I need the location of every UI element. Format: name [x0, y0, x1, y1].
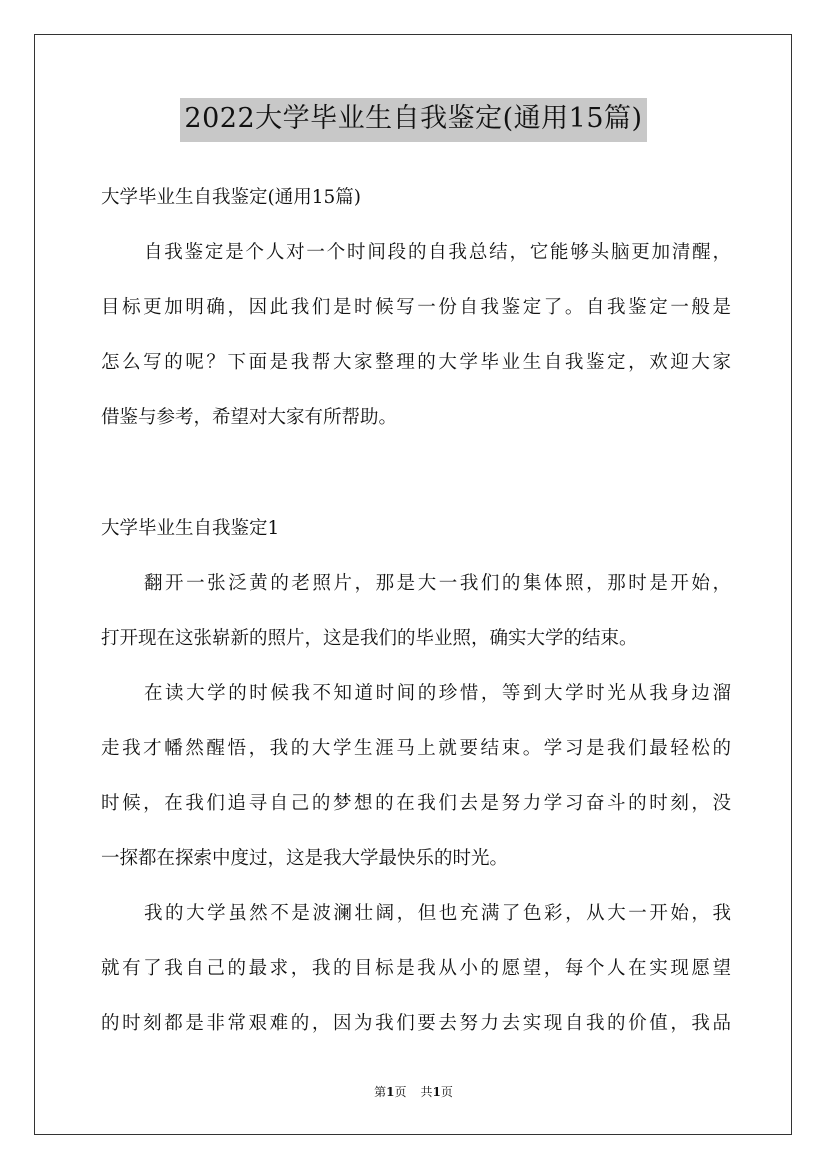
- document-subtitle: 大学毕业生自我鉴定(通用15篇): [101, 187, 361, 208]
- section-heading: 大学毕业生自我鉴定1: [101, 518, 280, 539]
- paragraph-line: 翻开一张泛黄的老照片，那是大一我们的集体照，那时是开始，: [144, 573, 731, 594]
- paragraph-line: 的时刻都是非常艰难的，因为我们要去努力去实现自我的价值，我品: [101, 1013, 731, 1034]
- page-number-current: 1: [386, 1085, 395, 1099]
- paragraph-line: 走我才幡然醒悟，我的大学生涯马上就要结束。学习是我们最轻松的: [101, 738, 731, 759]
- document-title: 2022大学毕业生自我鉴定(通用15篇): [180, 98, 646, 142]
- page-footer: [0, 1083, 827, 1100]
- page-number-suffix: 页: [394, 1085, 407, 1099]
- title-container: [0, 98, 827, 142]
- document-body: [101, 170, 731, 1051]
- intro-line: 怎么写的呢？下面是我帮大家整理的大学毕业生自我鉴定，欢迎大家: [101, 352, 731, 373]
- paragraph-line: 一探都在探索中度过，这是我大学最快乐的时光。: [101, 848, 509, 869]
- paragraph-spacer: [101, 445, 731, 501]
- page-total-count: 1: [432, 1085, 441, 1099]
- paragraph-line: 在读大学的时候我不知道时间的珍惜，等到大学时光从我身边溜: [144, 683, 731, 704]
- paragraph-line: 就有了我自己的最求，我的目标是我从小的愿望，每个人在实现愿望: [101, 958, 731, 979]
- page-number-prefix: 第: [374, 1085, 387, 1099]
- page-total-prefix: 共: [420, 1085, 433, 1099]
- paragraph-line: 打开现在这张崭新的照片，这是我们的毕业照，确实大学的结束。: [101, 628, 638, 649]
- intro-line: 目标更加明确，因此我们是时候写一份自我鉴定了。自我鉴定一般是: [101, 297, 731, 318]
- intro-line: 借鉴与参考，希望对大家有所帮助。: [101, 407, 398, 428]
- page-total-suffix: 页: [440, 1085, 453, 1099]
- intro-line: 自我鉴定是个人对一个时间段的自我总结，它能够头脑更加清醒，: [144, 242, 731, 263]
- paragraph-line: 时候，在我们追寻自己的梦想的在我们去是努力学习奋斗的时刻，没: [101, 793, 731, 814]
- paragraph-line: 我的大学虽然不是波澜壮阔，但也充满了色彩，从大一开始，我: [144, 903, 731, 924]
